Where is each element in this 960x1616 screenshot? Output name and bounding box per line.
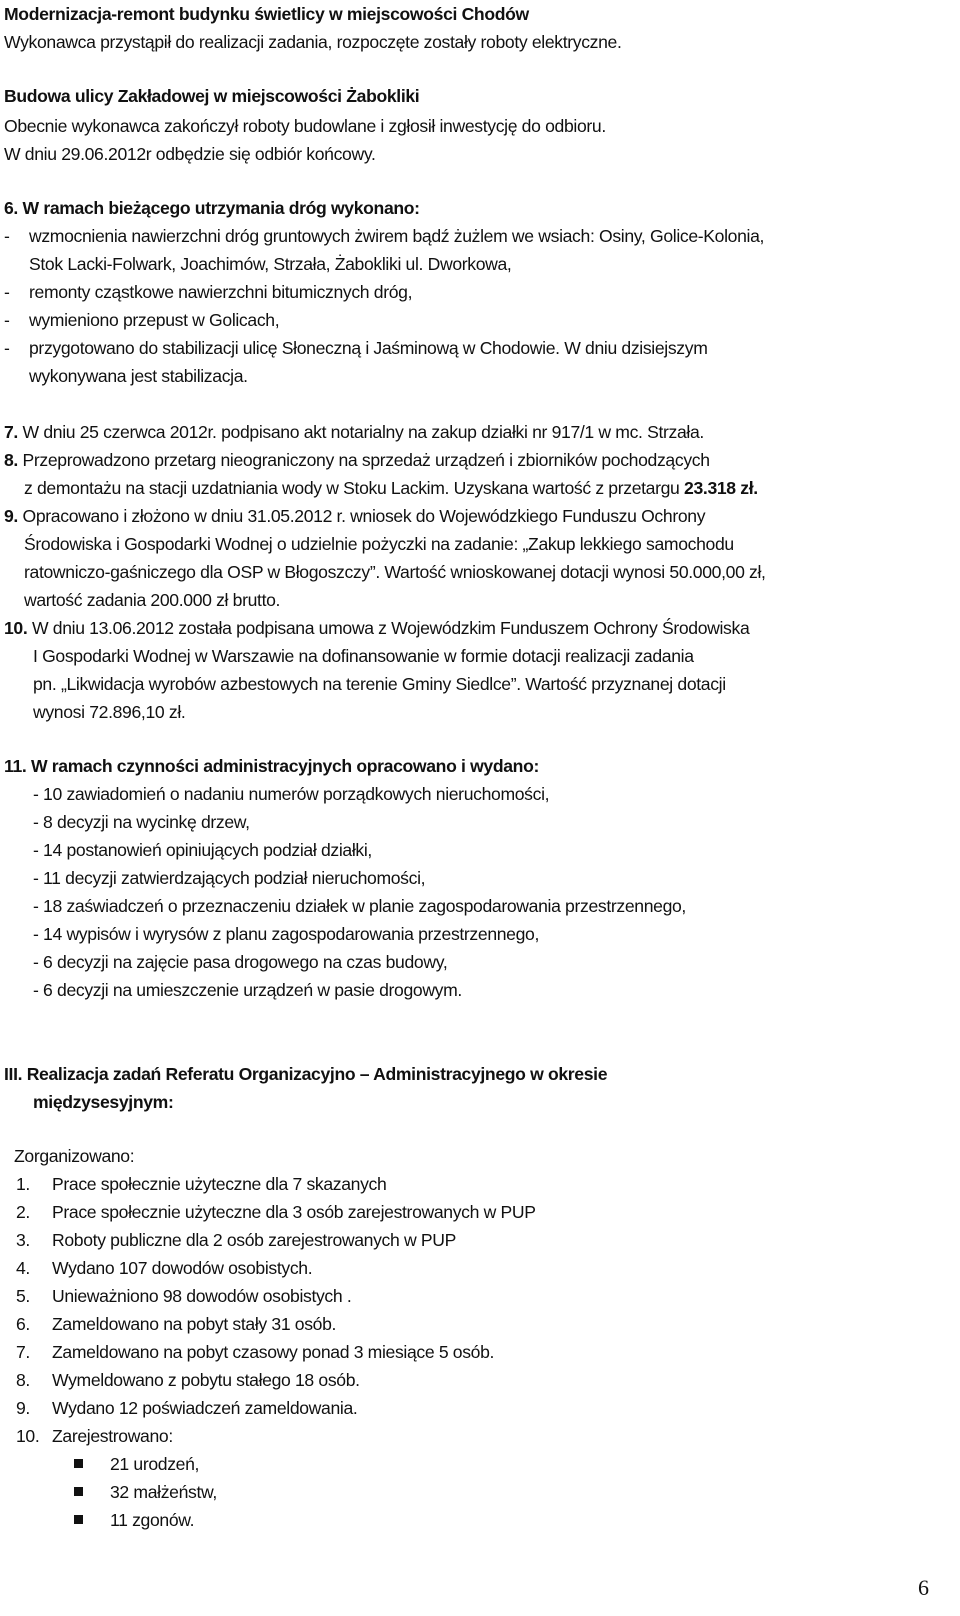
list-item-text: Unieważniono 98 dowodów osobistych .	[52, 1286, 352, 1306]
item-10-line-3: pn. „Likwidacja wyrobów azbestowych na terenie Gminy Siedlce”. Wartość przyznanej dotacji	[33, 674, 726, 694]
list-item-number: 8.	[16, 1370, 30, 1390]
list-item-number: 7.	[16, 1342, 30, 1362]
item-11-entry: - 18 zaświadczeń o przeznaczeniu działek w planie zagospodarowania przestrzennego,	[33, 896, 686, 916]
registered-item	[74, 1450, 200, 1478]
section-title-zabokliki: Budowa ulicy Zakładowej w miejscowości Żabokliki	[4, 86, 420, 106]
paragraph-chodow: Wykonawca przystąpił do realizacji zadania, rozpoczęte zostały roboty elektryczne.	[4, 32, 622, 52]
item-6-bullet-1-line-1: wzmocnienia nawierzchni dróg gruntowych żwirem bądź żużlem we wsiach: Osiny, Golice-Kolonia,	[29, 226, 765, 246]
list-item-text: Zarejestrowano:	[52, 1426, 173, 1446]
item-7-number: 7.	[4, 422, 18, 442]
section-title-chodow: Modernizacja-remont budynku świetlicy w miejscowości Chodów	[4, 4, 529, 24]
item-11-entry: - 11 decyzji zatwierdzających podział nieruchomości,	[33, 868, 426, 888]
item-8-text-1: Przeprowadzono przetarg nieograniczony na sprzedaż urządzeń i zbiorników pochodzących	[22, 450, 710, 470]
item-11-number: 11.	[4, 756, 27, 776]
item-6-bullet-1-line-2: Stok Lacki-Folwark, Joachimów, Strzała, Żabokliki ul. Dworkowa,	[29, 254, 512, 274]
item-8-line-2	[24, 474, 758, 502]
item-10-text-1: W dniu 13.06.2012 została podpisana umowa z Wojewódzkim Funduszem Ochrony Środowiska	[31, 618, 750, 638]
list-item-text: Wydano 107 dowodów osobistych.	[52, 1258, 313, 1278]
item-10-line-4: wynosi 72.896,10 zł.	[33, 702, 186, 722]
registered-item-text: 11 zgonów.	[110, 1510, 195, 1530]
item-11-entry: - 14 postanowień opiniujących podział działki,	[33, 840, 372, 860]
item-8-text-2: z demontażu na stacji uzdatniania wody w Stoku Lackim. Uzyskana wartość z przetargu	[24, 478, 680, 498]
item-8-line-1	[4, 446, 710, 474]
item-6-number: 6.	[4, 198, 18, 218]
paragraph-zabokliki-2: W dniu 29.06.2012r odbędzie się odbiór końcowy.	[4, 144, 376, 164]
item-11-title: W ramach czynności administracyjnych opracowano i wydano:	[30, 756, 539, 776]
item-9-line-3: ratowniczo-gaśniczego dla OSP w Błogoszczy”. Wartość wnioskowanej dotacji wynosi 50.000,00 zł,	[24, 562, 766, 582]
square-bullet-icon	[74, 1515, 83, 1524]
item-10-line-1	[4, 614, 749, 642]
item-6-bullet-3: wymieniono przepust w Golicach,	[29, 310, 280, 330]
item-9-line-2: Środowiska i Gospodarki Wodnej o udzielnie pożyczki na zadanie: „Zakup lekkiego samochodu	[24, 534, 734, 554]
registered-item	[74, 1506, 195, 1534]
list-item-text: Prace społecznie użyteczne dla 3 osób zarejestrowanych w PUP	[52, 1202, 536, 1222]
item-9-line-1	[4, 502, 705, 530]
list-item-number: 2.	[16, 1202, 30, 1222]
section-3-title-line-1: III. Realizacja zadań Referatu Organizacyjno – Administracyjnego w okresie	[4, 1064, 608, 1084]
list-item-number: 9.	[16, 1398, 30, 1418]
item-6-title: W ramach bieżącego utrzymania dróg wykonano:	[22, 198, 420, 218]
item-10-number: 10.	[4, 618, 28, 638]
registered-item-text: 21 urodzeń,	[110, 1454, 200, 1474]
section-3-title-line-2: międzysesyjnym:	[33, 1092, 174, 1112]
dash-bullet: -	[4, 282, 10, 302]
list-item-text: Roboty publiczne dla 2 osób zarejestrowanych w PUP	[52, 1230, 456, 1250]
square-bullet-icon	[74, 1487, 83, 1496]
item-9-text-1: Opracowano i złożono w dniu 31.05.2012 r. wniosek do Wojewódzkiego Funduszu Ochrony	[22, 506, 706, 526]
item-11-entry: - 8 decyzji na wycinkę drzew,	[33, 812, 250, 832]
list-item-number: 10.	[16, 1426, 40, 1446]
item-6-bullet-4-line-2: wykonywana jest stabilizacja.	[29, 366, 248, 386]
list-item-number: 1.	[16, 1174, 30, 1194]
dash-bullet: -	[4, 226, 10, 246]
item-11-entry: - 14 wypisów i wyrysów z planu zagospodarowania przestrzennego,	[33, 924, 540, 944]
item-8-amount: 23.318 zł.	[684, 478, 758, 498]
list-item-text: Wydano 12 poświadczeń zameldowania.	[52, 1398, 358, 1418]
list-item-text: Zameldowano na pobyt czasowy ponad 3 miesiące 5 osób.	[52, 1342, 495, 1362]
item-6-bullet-4-line-1: przygotowano do stabilizacji ulicę Słoneczną i Jaśminową w Chodowie. W dniu dzisiejszym	[29, 338, 708, 358]
list-item-number: 5.	[16, 1286, 30, 1306]
registered-item-text: 32 małżeństw,	[110, 1482, 217, 1502]
list-item-text: Wymeldowano z pobytu stałego 18 osób.	[52, 1370, 360, 1390]
list-item-text: Prace społecznie użyteczne dla 7 skazanych	[52, 1174, 387, 1194]
registered-item	[74, 1478, 217, 1506]
square-bullet-icon	[74, 1459, 83, 1468]
item-7	[4, 418, 704, 446]
item-7-text: W dniu 25 czerwca 2012r. podpisano akt notarialny na zakup działki nr 917/1 w mc. Strzała.	[22, 422, 704, 442]
dash-bullet: -	[4, 310, 10, 330]
item-10-line-2: I Gospodarki Wodnej w Warszawie na dofinansowanie w formie dotacji realizacji zadania	[33, 646, 694, 666]
item-6-heading	[4, 194, 420, 222]
page-number: 6	[918, 1575, 929, 1600]
item-6-bullet-2: remonty cząstkowe nawierzchni bitumicznych dróg,	[29, 282, 413, 302]
section-3-intro: Zorganizowano:	[14, 1146, 135, 1166]
item-9-line-4: wartość zadania 200.000 zł brutto.	[24, 590, 281, 610]
list-item-number: 3.	[16, 1230, 30, 1250]
item-11-heading	[4, 752, 539, 780]
item-9-number: 9.	[4, 506, 18, 526]
item-11-entry: - 6 decyzji na zajęcie pasa drogowego na czas budowy,	[33, 952, 448, 972]
list-item-number: 4.	[16, 1258, 30, 1278]
dash-bullet: -	[4, 338, 10, 358]
list-item-text: Zameldowano na pobyt stały 31 osób.	[52, 1314, 337, 1334]
list-item-number: 6.	[16, 1314, 30, 1334]
paragraph-zabokliki-1: Obecnie wykonawca zakończył roboty budowlane i zgłosił inwestycję do odbioru.	[4, 116, 606, 136]
item-8-number: 8.	[4, 450, 18, 470]
item-11-entry: - 6 decyzji na umieszczenie urządzeń w pasie drogowym.	[33, 980, 462, 1000]
item-11-entry: - 10 zawiadomień o nadaniu numerów porządkowych nieruchomości,	[33, 784, 550, 804]
